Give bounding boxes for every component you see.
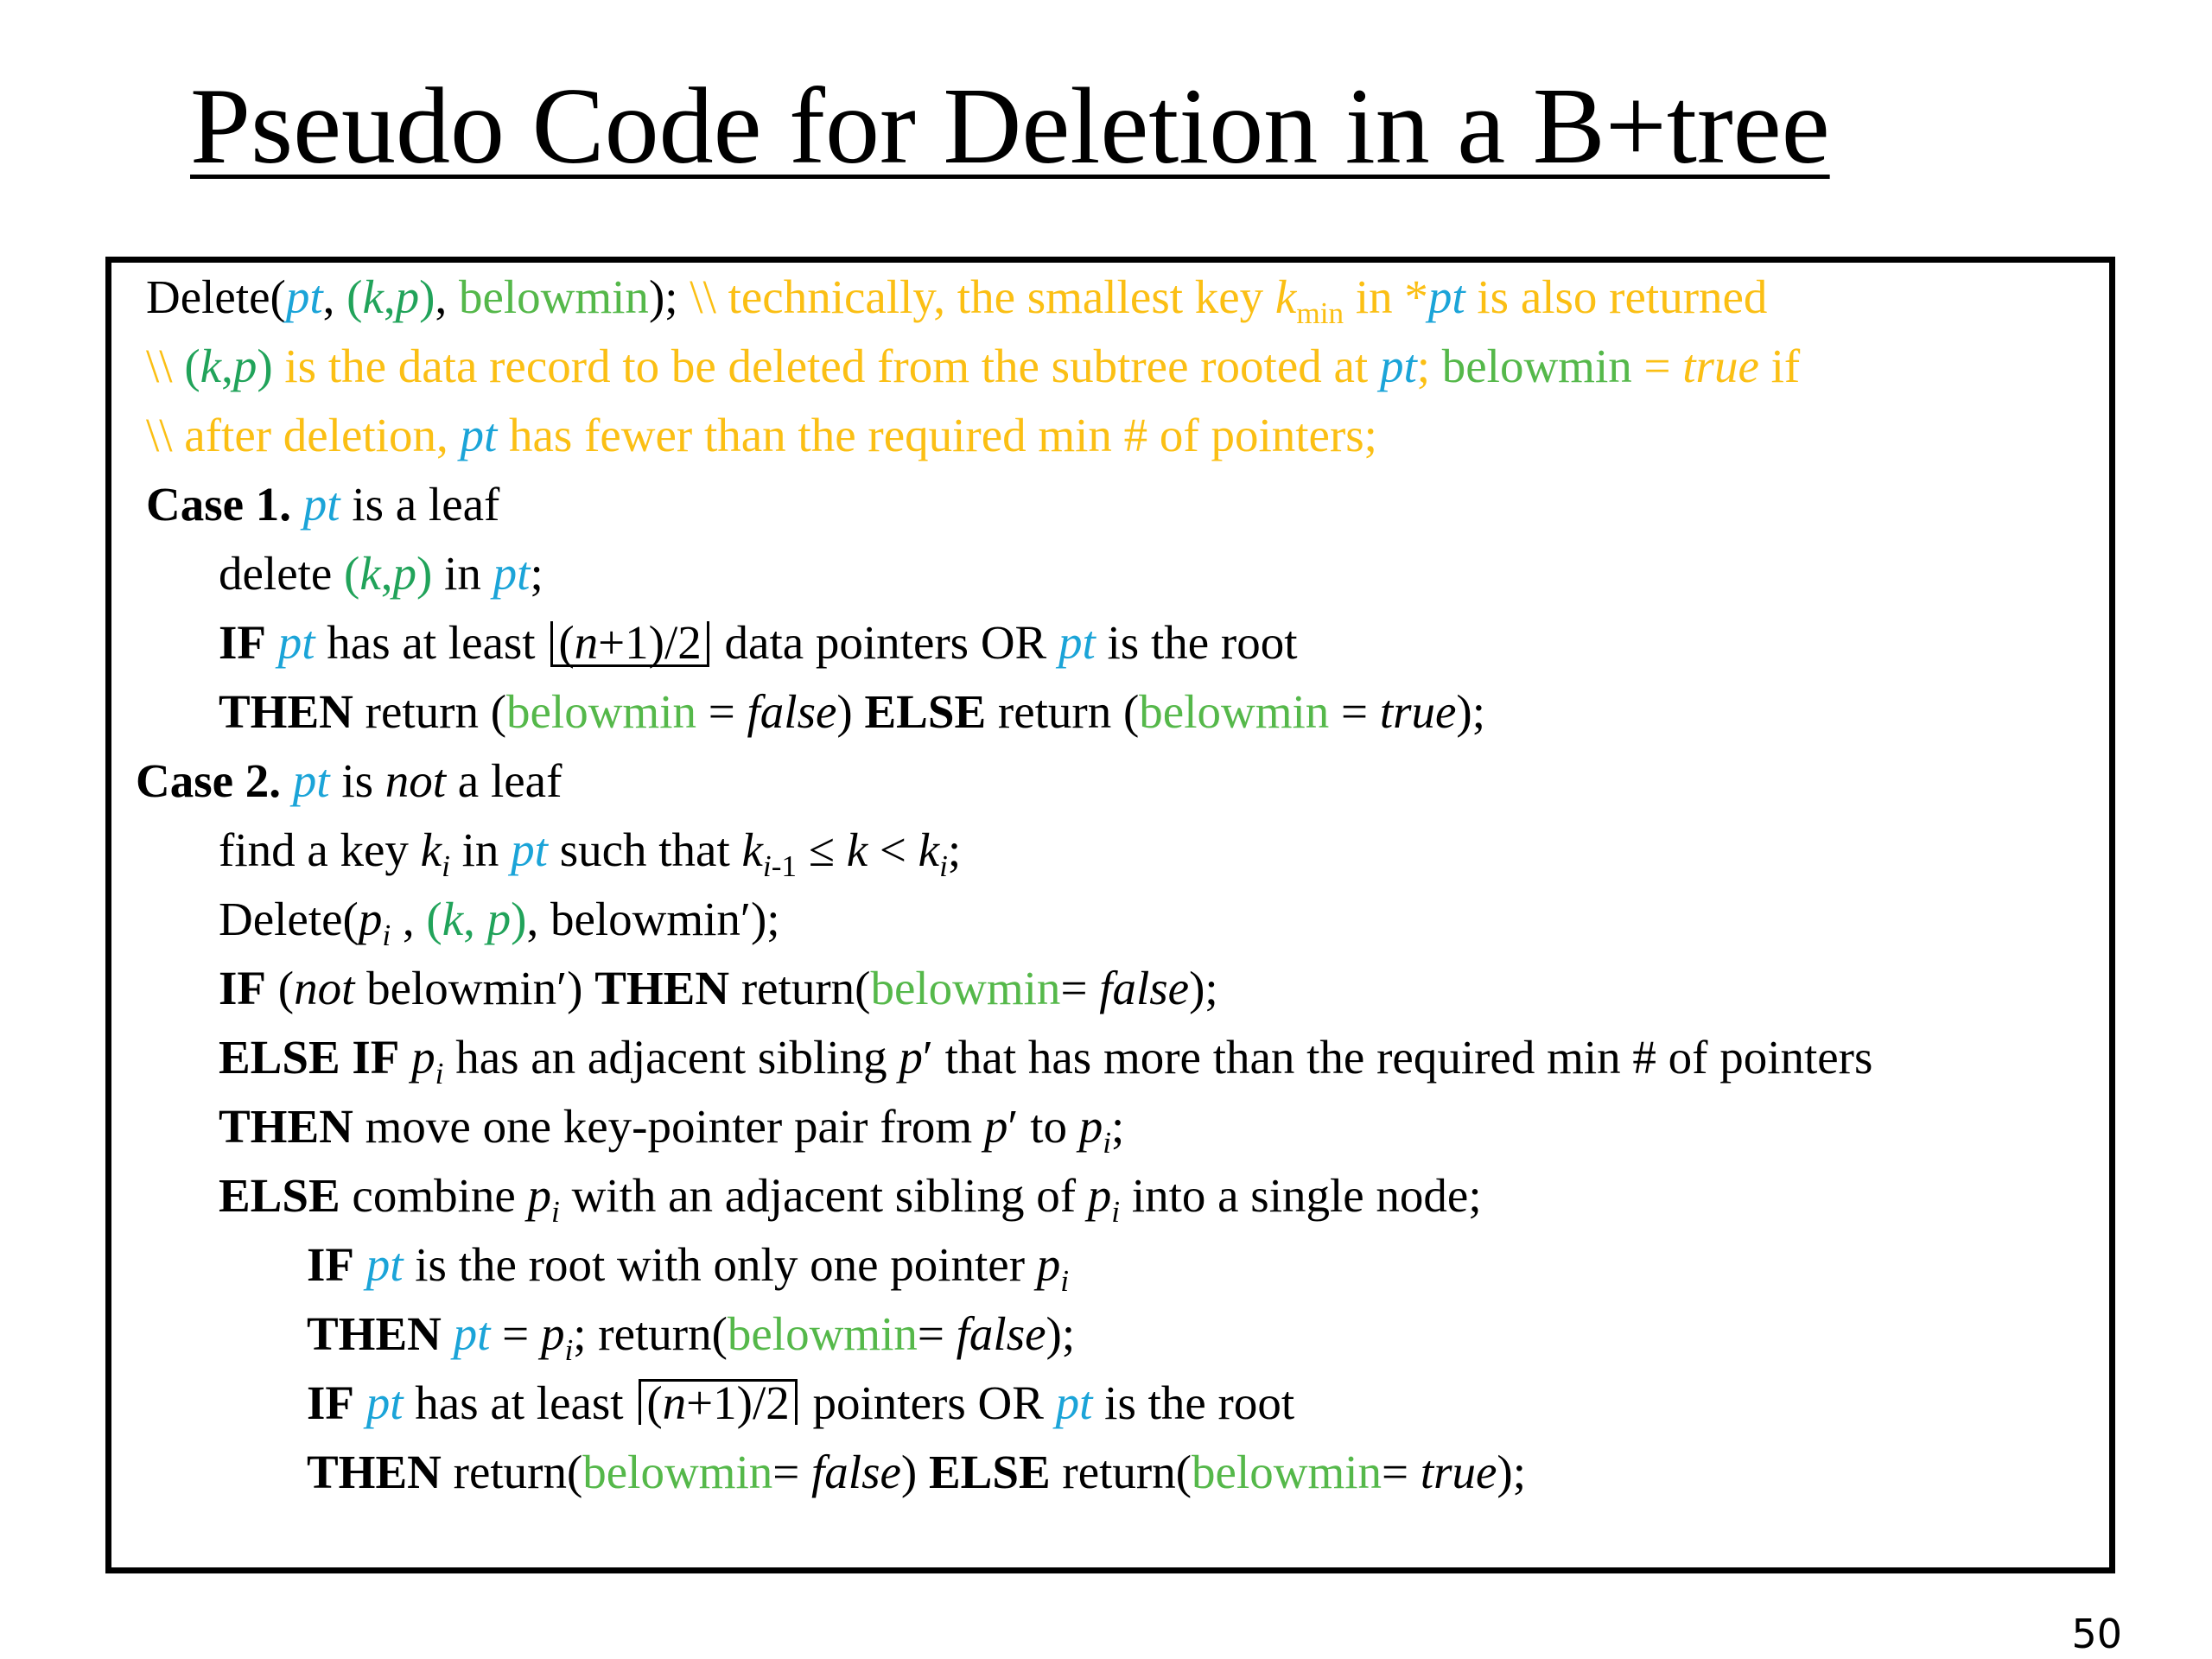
- code-line: IF pt has at least (n+1)/2 data pointers OR pt is the root: [219, 616, 1298, 669]
- code-line: delete (k,p) in pt;: [219, 547, 543, 600]
- code-line: IF pt is the root with only one pointer $p_i$: [307, 1238, 1070, 1298]
- code-line: Case 2. pt is not a leaf: [136, 754, 563, 807]
- code-line: find a key $k_i$ in pt such that $k_{i-1} \le k < k_i$;: [219, 823, 962, 883]
- code-line: IF pt has at least (n+1)/2 pointers OR pt is the root: [307, 1376, 1295, 1429]
- code-line: THEN return (belowmin = false) ELSE return (belowmin = true);: [219, 685, 1486, 738]
- code-line: \\ after deletion, pt has fewer than the required min # of pointers;: [146, 409, 1377, 461]
- page-number: 50: [2071, 1611, 2122, 1657]
- code-line: THEN pt = $p_i$; return(belowmin= false);: [307, 1307, 1076, 1367]
- code-line: THEN move one key-pointer pair from p′ to $p_i$;: [219, 1100, 1125, 1160]
- slide-title: Pseudo Code for Deletion in a B+tree: [190, 67, 1830, 187]
- pseudo-code-box: [105, 257, 2115, 1573]
- code-line: ELSE combine $p_i$ with an adjacent sibling of $p_i$ into a single node;: [219, 1169, 1482, 1229]
- code-line: $Delete(p_i$ , (k, p), belowmin′);: [219, 893, 780, 952]
- code-line: ELSE IF $p_i$ has an adjacent sibling p′ that has more than the required min # of pointers: [219, 1031, 1873, 1090]
- code-line: Delete(pt, (k,p), belowmin); \\ technically, the smallest key $k_{min}$ in *pt is also returned: [146, 270, 1768, 330]
- code-line: IF (not belowmin′) THEN return(belowmin= false);: [219, 962, 1218, 1014]
- code-line: THEN return(belowmin= false) ELSE return(belowmin= true);: [307, 1446, 1527, 1498]
- code-line: Case 1. pt is a leaf: [146, 478, 500, 531]
- code-line: \\ (k,p) is the data record to be deleted from the subtree rooted at pt; belowmin = true if: [146, 340, 1801, 392]
